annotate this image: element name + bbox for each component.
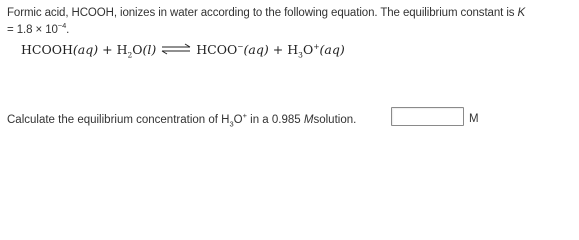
product-formate-state: (aq) (243, 41, 269, 57)
reactant-water: $H_2O$ (116, 41, 143, 59)
answer-input[interactable] (391, 107, 464, 126)
reactant-formic-acid-state: (aq) (72, 41, 99, 57)
product-hydronium: $H_3O^+$ (287, 41, 320, 59)
unit-label: M (469, 113, 479, 125)
k-exponent: −4 (57, 21, 67, 31)
k-value: = 1.8 × 10 (7, 24, 58, 36)
intro-text: Formic acid, HCOOH, ionizes in water according to the following equation. The equilibrium constant is (7, 7, 518, 19)
problem-statement (7, 5, 575, 39)
plus-sign: + (102, 41, 113, 57)
product-hydronium-state: (aq) (319, 41, 345, 57)
k-symbol: K (517, 7, 526, 19)
reactant-formic-acid: HCOOH (21, 41, 73, 57)
reactant-water-state: (l) (142, 41, 157, 57)
intro-period: . (66, 24, 70, 36)
question-text: Calculate the equilibrium concentration of $H_3O^+$ in a 0.985 Msolution. (7, 111, 357, 129)
chemical-equation (21, 39, 345, 59)
product-formate: HCOO− (196, 41, 244, 57)
plus-sign: + (272, 41, 284, 57)
equilibrium-arrows-icon (161, 42, 191, 56)
